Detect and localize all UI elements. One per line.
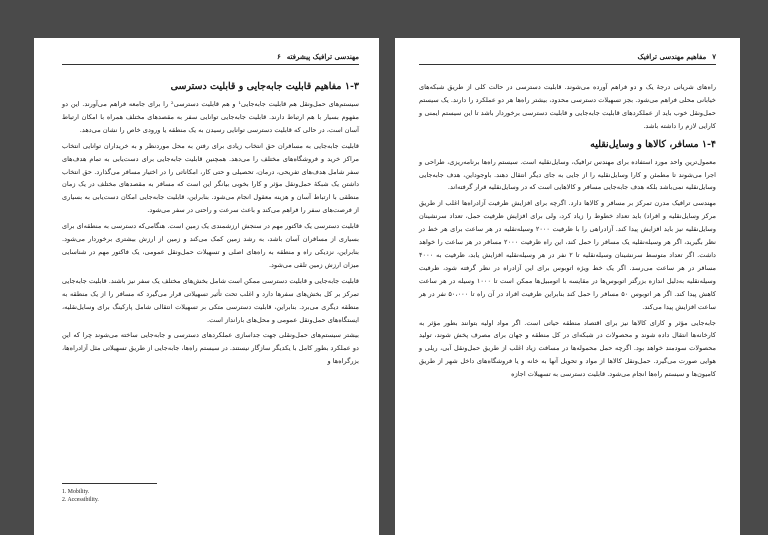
paragraph: مهندسی ترافیک مدرن تمرکز بر مسافر و کالاها دارد. اگرچه برای افزایش ظرفیت آزادراه‌ها اغلب از طریق مرکز وسایل‌نقلیه و افراد) باید تعداد خطوط را زیاد کرد، ولی برای افزایش ظرفیت حمل، تعداد سرنشینان وسایل‌نقلیه نیز باید افزایش پیدا کند. آزادراهی را با ظرفیت ۲۰۰۰ وسیله‌نقلیه در هر ساعت برای هر خط در نظر بگیرید، اگر هر وسیله‌نقلیه یک مسافر را حمل کند، این راه ظرفیت ۲۰۰۰ مسافر در هر ساعت را خواهد داشت. اگر تعداد متوسط سرنشینان وسیله‌نقلیه تا ۲ نفر در هر وسیله‌نقلیه افزایش یابد، ظرفیت به ۴۰۰۰ مسافر در هر ساعت می‌رسد. اگر یک خط ویژه اتوبوس برای این آزادراه در نظر گرفته شود، ظرفیت وسیله‌نقلیه به‌دلیل اندازه بزرگتر اتوبوس‌ها در مقایسه با اتومبیل‌ها ممکن است تا ۱۰۰۰ وسیله در هر ساعت کاهش پیدا کند. اگر هر اتوبوس ۵۰ مسافر را حمل کند بنابراین ظرفیت افراد در آن راه تا ۵۰،۰۰۰ نفر در هر ساعت افزایش پیدا می‌کند. xyxy=(419,199,717,311)
right-book-title: مفاهیم مهندسی ترافیک xyxy=(637,52,707,61)
paragraph: جابه‌جایی مؤثر و کارای کالاها نیز برای اقتصاد منطقه حیاتی است. اگر مواد اولیه بتوانند بطور مؤثر به کارخانه‌ها انتقال داده شوند و محصولات در شبکه‌ای در کل منطقه و جهان برای مصرف پخش شوند، تولید محصولات سودمند خواهد بود. اگرچه حمل محموله‌ها در مسافت زیاد اغلب از طریق حمل‌ونقل آبی، ریلی و هوایی صورت می‌گیرد. حمل‌ونقل کالاها از مواد و تحویل آنها به خانه و یا فروشگاه‌های داخل شهر از طریق کامیون‌ها و سیستم راه‌ها انجام می‌شود. قابلیت دسترسی به تسهیلات اجازه xyxy=(419,318,716,379)
paragraph: سیستم‌های حمل‌ونقل هم قابلیت جابه‌جایی¹ و هم قابلیت دسترسی² را برای جامعه فراهم می‌آورند. این دو مفهوم بسیار با هم ارتباط دارند. قابلیت جابه‌جایی توانایی سفر به مقصدهای مختلف همراه با امکان ارتباط آسان است، در حالی که قابلیت دسترسی توانایی رسیدن به یک منطقه یا ورودی خاص را نشان می‌دهد. xyxy=(62,100,360,134)
right-page xyxy=(395,38,740,535)
footnotes xyxy=(62,488,99,504)
paragraph: قابلیت جابه‌جایی به مسافران حق انتخاب زیادی برای رفتن به محل موردنظر و به خریداران توانایی انتخاب مراکز خرید و فروشگاه‌های مختلف را می‌دهد. همچنین قابلیت جابه‌جایی برای دست‌یابی به تمام هدف‌های سفر شامل هدف‌های تفریحی، درمان، تحصیلی و حتی کار، امکاناتی را در اختیار مسافر می‌گذارد. حق انتخاب داشتن یک شبکهٔ حمل‌ونقل مؤثر و کارا بخوبی بیانگر این است که مسافر به مقصدهای مختلف در یک زمان منطقی با ارتباط آسان و هزینه معقول انجام می‌شود. بنابراین، قابلیت جابه‌جایی امکان دست‌یابی به بسیاری از فرصت‌های سفر را فراهم می‌کند و باعث سرعت و راحتی در سفر می‌شود. xyxy=(62,141,359,215)
paragraph: قابلیت جابه‌جایی و قابلیت دسترسی ممکن است شامل بخش‌های مختلف یک سفر نیز باشند. قابلیت جابه‌جایی تمرکز بر کل بخش‌های سفرها دارد و اغلب تحت تأثیر تسهیلاتی قرار می‌گیرد که مسافر را از یک منطقه به منطقه دیگری می‌برد. بنابراین، قابلیت دسترسی متکی بر تسهیلات انتقالی شامل پارکینگ برای وسایل‌نقلیه، ایستگاه‌های حمل‌ونقل عمومی و محل‌های بارانداز است. xyxy=(62,276,359,324)
footnote: 2. Accessibility. xyxy=(62,497,99,503)
left-page xyxy=(34,38,379,535)
section-title-1-3: ۱-۳ مفاهیم قابلیت جابه‌جایی و قابلیت دسترسی xyxy=(170,81,359,92)
left-running-head xyxy=(62,52,359,65)
paragraph: معمول‌ترین واحد مورد استفاده برای مهندس ترافیک، وسایل‌نقلیه است. سیستم راه‌ها برنامه‌ریزی، طراحی و اجرا می‌شوند تا مطمئن و کارا وسایل‌نقلیه را از جایی به جای دیگر انتقال دهند. باوجوداین، هدف جابه‌جایی وسایل‌نقلیه نمی‌باشد بلکه هدف جابه‌جایی مسافر و کالاهایی است که در وسایل‌نقلیه قرار گرفته‌اند. xyxy=(419,157,716,192)
footnote: 1. Mobility. xyxy=(62,489,90,495)
right-running-head xyxy=(419,52,716,65)
footnote-divider xyxy=(62,483,157,484)
left-page-number: ۶ xyxy=(277,52,281,61)
section-title-1-4: ۱-۴ مسافر، کالاها و وسایل‌نقلیه xyxy=(590,138,716,150)
right-page-number: ۷ xyxy=(712,52,716,61)
left-book-title: مهندسی ترافیک پیشرفته xyxy=(286,52,359,61)
paragraph: بیشتر سیستم‌های حمل‌ونقلی جهت جداسازی عملکردهای دسترسی و جابه‌جایی ساخته می‌شوند چرا که این دو عملکرد بطور کامل با یکدیگر سازگار نیستند. در سیستم راه‌ها، جابه‌جایی از طریق تسهیلاتی مثل آزادراه‌ها، بزرگراه‌ها و xyxy=(62,331,359,366)
paragraph: راه‌های شریانی درجهٔ یک و دو فراهم آورده می‌شوند. قابلیت دسترسی در حالت کلی از طریق شبکه‌های خیابانی محلی فراهم می‌شود. بجز تسهیلات دسترسی محدود، بیشتر راه‌ها هر دو عملکرد را دارند. یک سیستم حمل‌ونقل خوب باید از عملکردهای قابلیت جابه‌جایی و قابلیت دسترسی برخوردار باشد تا این سیستم ایمنی و کارایی لازم را داشته باشد. xyxy=(419,83,716,130)
paragraph: قابلیت دسترسی یک فاکتور مهم در سنجش ارزشمندی یک زمین است. هنگامی‌که دسترسی به منطقه‌ای برای بسیاری از مسافران آسان باشد، به رشد زمین کمک می‌کند و زمین از ارزش بیشتری برخوردار می‌شود. بنابراین، نزدیکی راه و منطقه به راه‌های اصلی و تسهیلات حمل‌ونقل عمومی، یک فاکتور مهم در شناسایی میزان ارزش زمین تلقی می‌شود. xyxy=(62,222,359,269)
